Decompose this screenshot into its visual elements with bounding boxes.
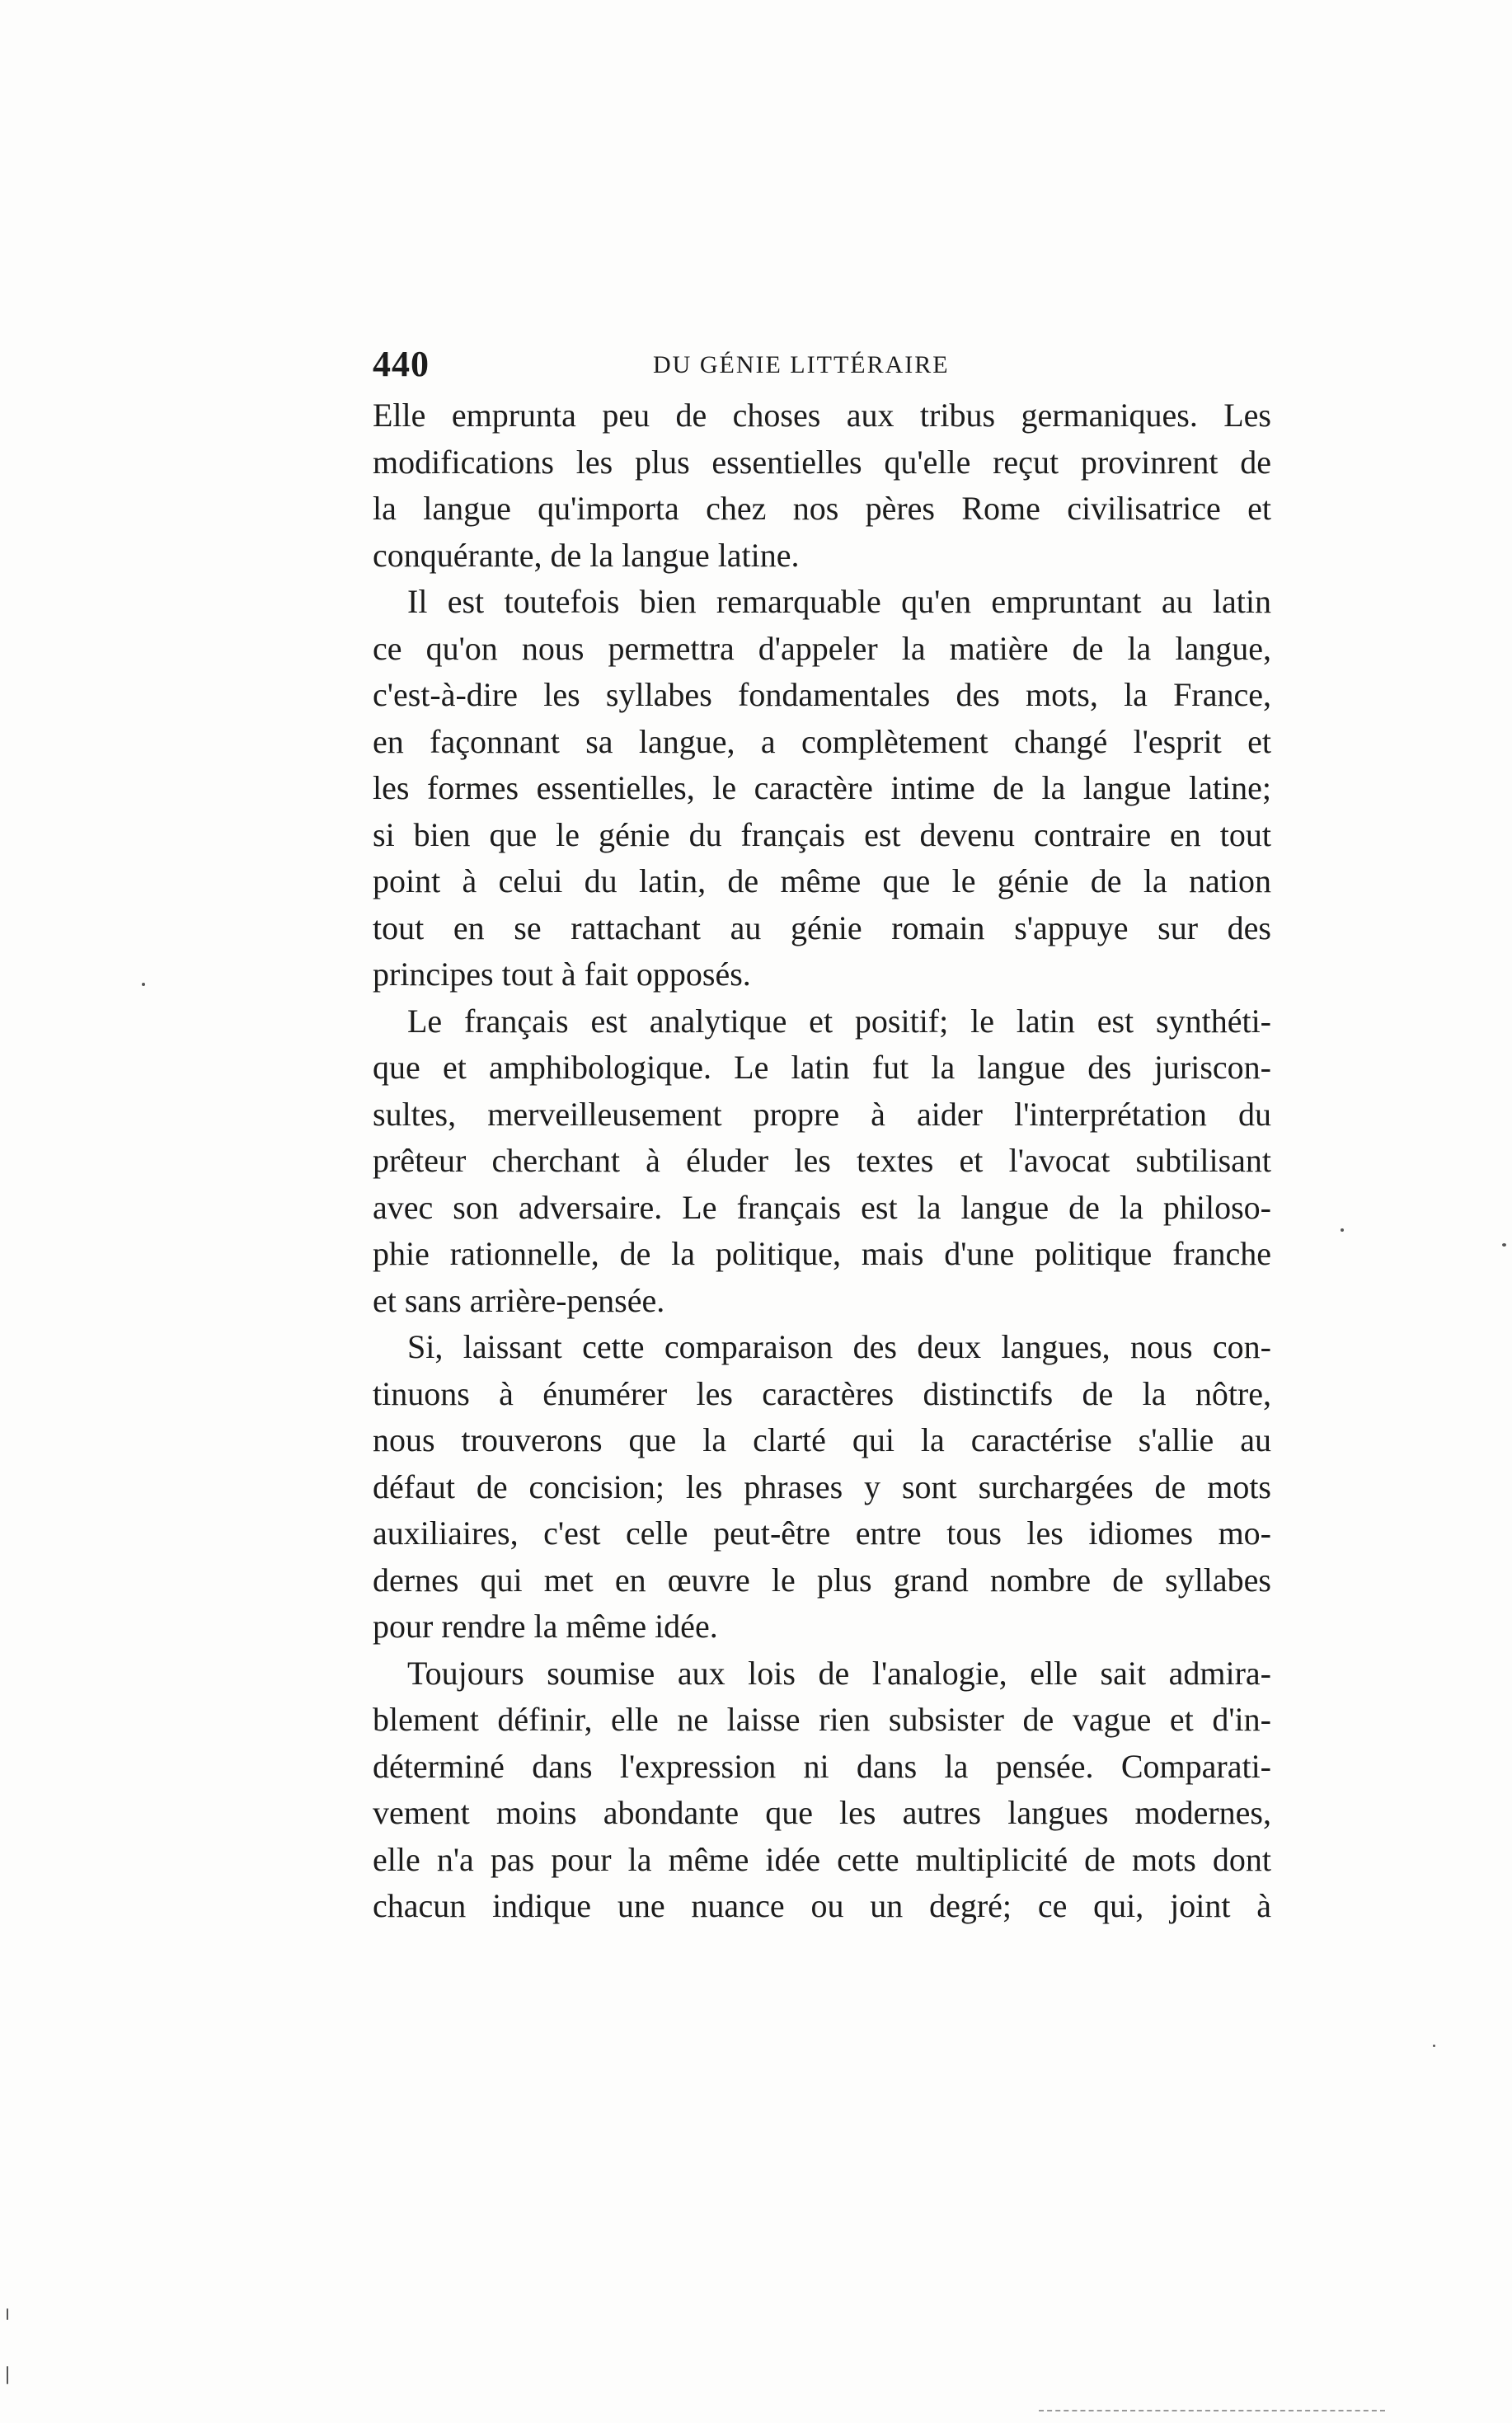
scan-speck <box>7 2308 8 2320</box>
text-line: Toujours soumise aux lois de l'analogie, elle sait admira- <box>407 1654 1271 1692</box>
scan-speck <box>1433 2045 1435 2047</box>
scan-speck <box>1341 1228 1344 1232</box>
text-line: tinuons à énumérer les caractères distinctifs de la nôtre, <box>373 1374 1271 1412</box>
text-line: ce qu'on nous permettra d'appeler la matière de la langue, <box>373 629 1271 667</box>
text-line: blement définir, elle ne laisse rien subsister de vague et d'in- <box>373 1701 1271 1738</box>
text-line: point à celui du latin, de même que le génie de la nation <box>373 862 1271 899</box>
paragraph <box>373 1324 1271 1651</box>
text-line: c'est-à-dire les syllabes fondamentales des mots, la France, <box>373 676 1271 713</box>
page-number: 440 <box>373 344 430 384</box>
text-line: en façonnant sa langue, a complètement changé l'esprit et <box>373 722 1271 760</box>
text-line: déterminé dans l'expression ni dans la pensée. Comparati- <box>373 1747 1271 1785</box>
text-line: nous trouverons que la clarté qui la caractérise s'allie au <box>373 1421 1271 1458</box>
text-line: sultes, merveilleusement propre à aider l'interprétation du <box>373 1095 1271 1133</box>
text-line: vement moins abondante que les autres langues modernes, <box>373 1794 1271 1831</box>
text-line: si bien que le génie du français est devenu contraire en tout <box>373 815 1271 853</box>
text-line: Il est toutefois bien remarquable qu'en empruntant au latin <box>407 583 1271 620</box>
scan-speck <box>142 983 145 986</box>
paragraph <box>373 392 1271 579</box>
text-line: et sans arrière-pensée. <box>373 1281 665 1319</box>
text-line: les formes essentielles, le caractère intime de la langue latine; <box>373 769 1271 806</box>
text-line: avec son adversaire. Le français est la langue de la philoso- <box>373 1188 1271 1226</box>
text-line: principes tout à fait opposés. <box>373 956 751 993</box>
paragraph <box>373 1651 1271 1930</box>
text-line: chacun indique une nuance ou un degré; ce qui, joint à <box>373 1887 1271 1924</box>
page-header <box>373 340 1271 389</box>
scan-speck <box>7 2366 8 2384</box>
text-line: Si, laissant cette comparaison des deux langues, nous con- <box>407 1328 1271 1365</box>
text-line: prêteur cherchant à éluder les textes et l'avocat subtilisant <box>373 1142 1271 1179</box>
text-line: auxiliaires, c'est celle peut-être entre tous les idiomes mo- <box>373 1514 1271 1552</box>
text-line: Le français est analytique et positif; le latin est synthéti- <box>407 1002 1271 1040</box>
text-line: elle n'a pas pour la même idée cette multiplicité de mots dont <box>373 1840 1271 1878</box>
text-line: la langue qu'importa chez nos pères Rome civilisatrice et <box>373 490 1271 527</box>
text-line: Elle emprunta peu de choses aux tribus germaniques. Les <box>373 397 1271 434</box>
paragraph <box>373 579 1271 998</box>
body-text <box>373 392 1271 1930</box>
running-title: DU GÉNIE LITTÉRAIRE <box>653 351 950 378</box>
paragraph <box>373 998 1271 1325</box>
text-line: que et amphibologique. Le latin fut la langue des juriscon- <box>373 1049 1271 1086</box>
text-line: tout en se rattachant au génie romain s'appuye sur des <box>373 909 1271 946</box>
scan-speck <box>1502 1243 1506 1247</box>
text-line: défaut de concision; les phrases y sont surchargées de mots <box>373 1467 1271 1505</box>
text-line: dernes qui met en œuvre le plus grand nombre de syllabes <box>373 1561 1271 1599</box>
text-line: conquérante, de la langue latine. <box>373 536 800 574</box>
page-edge-artifact <box>1039 2410 1385 2411</box>
text-line: modifications les plus essentielles qu'elle reçut provinrent de <box>373 443 1271 481</box>
text-line: phie rationnelle, de la politique, mais d'une politique franche <box>373 1235 1271 1272</box>
text-line: pour rendre la même idée. <box>373 1608 718 1645</box>
